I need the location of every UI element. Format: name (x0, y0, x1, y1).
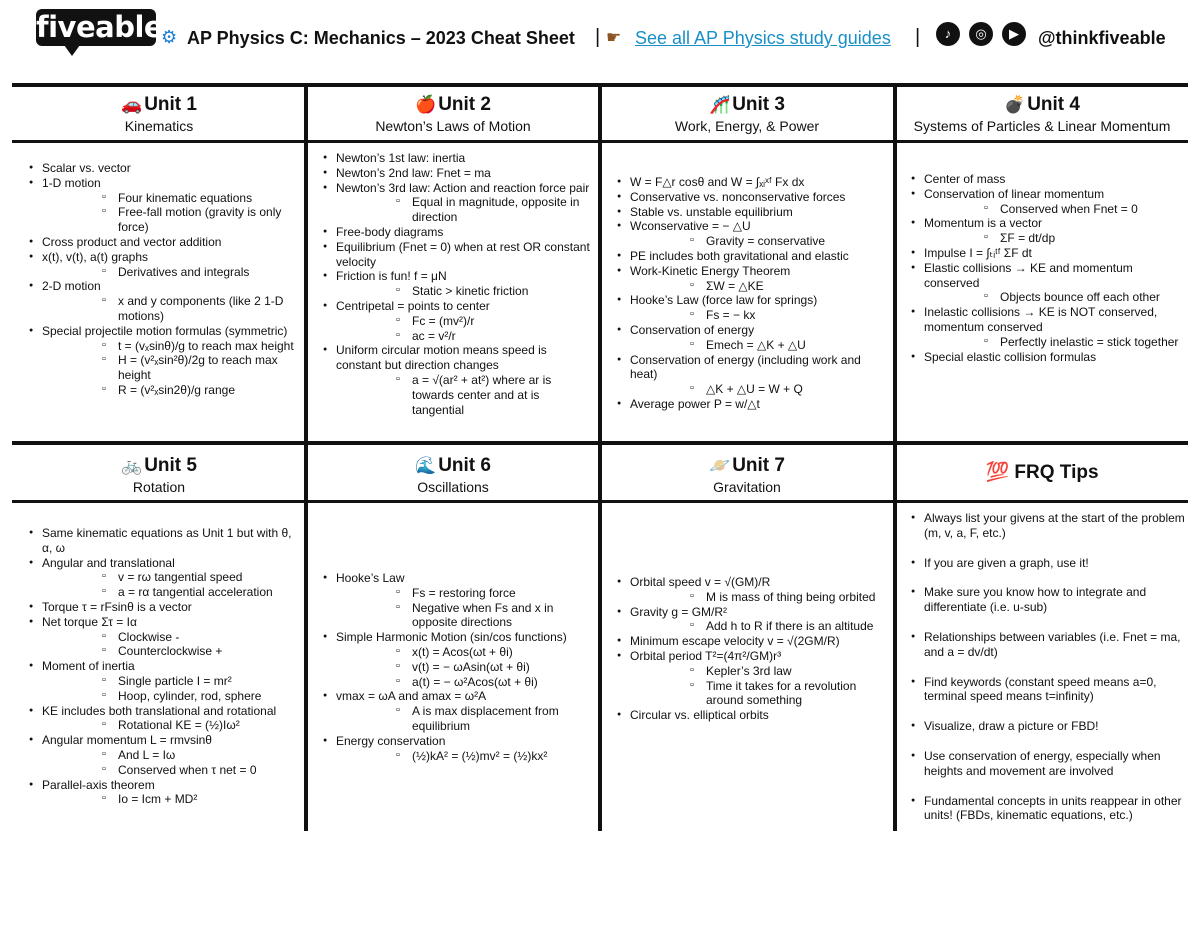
sub-bullet-item: ▫ Single particle I = mr² (28, 674, 298, 689)
unit-1-content (28, 161, 294, 398)
bullet-item: ● Newton’s 3rd law: Action and reaction force pair (322, 181, 590, 196)
sub-bullet-item: ▫ Time it takes for a revolution around something (616, 679, 884, 709)
bullet-item: ● Center of mass (910, 172, 1180, 187)
frq-tip-item: ● Use conservation of energy, especially when heights and movement are involved (910, 749, 1186, 779)
bullet-item: ● Newton’s 1st law: inertia (322, 151, 590, 166)
bullet-item: ● Conservation of energy (including work and heat) (616, 353, 884, 383)
apple-icon: 🍎 (415, 95, 437, 114)
bullet-item: ● Circular vs. elliptical orbits (616, 708, 884, 723)
bullet-item: ● Hooke’s Law (force law for springs) (616, 293, 884, 308)
bullet-item: ● Elastic collisions → KE and momentum conserved (910, 261, 1180, 291)
bullet-item: ● Wconservative = − △U (616, 219, 884, 234)
bullet-item: ● PE includes both gravitational and elastic (616, 249, 884, 264)
frq-tip-item: ● If you are given a graph, use it! (910, 556, 1186, 571)
bullet-item: ● Newton’s 2nd law: Fnet = ma (322, 166, 590, 181)
sub-bullet-item: ▫ Negative when Fs and x in opposite directions (322, 601, 590, 631)
frq-tip-item: ● Visualize, draw a picture or FBD! (910, 719, 1186, 734)
bullet-item: ● Special elastic collision formulas (910, 350, 1180, 365)
frq-tip-item: ● Find keywords (constant speed means a=0, terminal speed means t=infinity) (910, 675, 1186, 705)
bullet-item: ● Work-Kinetic Energy Theorem (616, 264, 884, 279)
frq-tip-item: ● Make sure you know how to integrate and differentiate (i.e. u-sub) (910, 585, 1186, 615)
sub-bullet-item: ▫ Objects bounce off each other (910, 290, 1180, 305)
bullet-item: ● Free-body diagrams (322, 225, 590, 240)
bullet-item: ● Conservative vs. nonconservative forces (616, 190, 884, 205)
youtube-icon[interactable]: ▶ (1002, 22, 1026, 46)
bullet-item: ● vmax = ωA and amax = ω²A (322, 689, 590, 704)
frq-tips-content (910, 511, 1186, 823)
bullet-item: ● Conservation of energy (616, 323, 884, 338)
sub-bullet-item: ▫ Kepler’s 3rd law (616, 664, 884, 679)
bullet-item: ● Gravity g = GM/R² (616, 605, 884, 620)
unit-6-content (322, 571, 590, 763)
unit-5-subtitle: Rotation (132, 479, 186, 495)
frq-tips-header (897, 461, 1187, 485)
unit-5-title: Unit 5 (144, 455, 197, 476)
sub-bullet-item: ▫ Hoop, cylinder, rod, sphere (28, 689, 298, 704)
bullet-item: ● Torque τ = rFsinθ is a vector (28, 600, 298, 615)
bullet-item: ● Hooke’s Law (322, 571, 590, 586)
bullet-item: ● Scalar vs. vector (28, 161, 294, 176)
unit-6-header (308, 454, 598, 496)
unit-3-header (602, 93, 892, 135)
roller-coaster-icon: 🎢 (709, 95, 731, 114)
header-separator-2: | (915, 26, 921, 48)
bullet-item: ● Friction is fun! f = μN (322, 269, 590, 284)
sub-bullet-item: ▫ v(t) = − ωAsin(ωt + θi) (322, 660, 590, 675)
unit-7-subtitle: Gravitation (713, 479, 781, 495)
bullet-item: ● Angular momentum L = rmvsinθ (28, 733, 298, 748)
bullet-item: ● Parallel-axis theorem (28, 778, 298, 793)
bullet-item: ● 2-D motion (28, 279, 294, 294)
bullet-item: ● W = F△r cosθ and W = ∫ₓᵢˣᶠ Fx dx (616, 175, 884, 190)
frq-tips-title: FRQ Tips (1014, 462, 1099, 483)
bullet-item: ● Centripetal = points to center (322, 299, 590, 314)
planet-icon: 🪐 (709, 456, 731, 475)
bullet-item: ● Average power P = w/△t (616, 397, 884, 412)
sub-bullet-item: ▫ Conserved when Fnet = 0 (910, 202, 1180, 217)
bullet-item: ● Special projectile motion formulas (symmetric) (28, 324, 294, 339)
unit-6-title: Unit 6 (438, 455, 491, 476)
instagram-icon[interactable]: ◎ (969, 22, 993, 46)
study-guides-link[interactable]: See all AP Physics study guides (635, 28, 891, 48)
fiveable-logo[interactable]: fiveable (36, 10, 164, 44)
wave-icon: 🌊 (415, 456, 437, 475)
sub-bullet-item: ▫ Derivatives and integrals (28, 265, 294, 280)
bullet-item: ● Minimum escape velocity v = √(2GM/R) (616, 634, 884, 649)
sub-bullet-item: ▫ x and y components (like 2 1-D motions) (28, 294, 294, 324)
sub-bullet-item: ▫ ac = v²/r (322, 329, 590, 344)
unit-1-subtitle: Kinematics (124, 118, 194, 134)
sub-bullet-item: ▫ Free-fall motion (gravity is only force) (28, 205, 294, 235)
sub-bullet-item: ▫ Rotational KE = (½)Iω² (28, 718, 298, 733)
unit-4-subtitle: Systems of Particles & Linear Momentum (913, 118, 1171, 134)
bullet-item: ● Orbital speed v = √(GM)/R (616, 575, 884, 590)
sub-bullet-item: ▫ Add h to R if there is an altitude (616, 619, 884, 634)
bullet-item: ● x(t), v(t), a(t) graphs (28, 250, 294, 265)
grid-column-divider-3 (893, 83, 897, 831)
bicycle-icon: 🚲 (121, 456, 143, 475)
unit-7-content (616, 575, 884, 723)
frq-tip-item: ● Always list your givens at the start of the problem (m, v, a, F, etc.) (910, 511, 1186, 541)
unit-4-title: Unit 4 (1027, 94, 1080, 115)
bullet-item: ● Stable vs. unstable equilibrium (616, 205, 884, 220)
bullet-item: ● Simple Harmonic Motion (sin/cos functions) (322, 630, 590, 645)
sub-bullet-item: ▫ Gravity = conservative (616, 234, 884, 249)
sub-bullet-item: ▫ t = (vₓsinθ)/g to reach max height (28, 339, 294, 354)
sub-bullet-item: ▫ R = (v²ₓsin2θ)/g range (28, 383, 294, 398)
sub-bullet-item: ▫ M is mass of thing being orbited (616, 590, 884, 605)
pointing-hand-icon: ☛ (606, 28, 622, 47)
sub-bullet-item: ▫ Emech = △K + △U (616, 338, 884, 353)
sub-bullet-item: ▫ a = √(ar² + at²) where ar is towards center and at is tangential (322, 373, 590, 417)
sub-bullet-item: ▫ ΣW = △KE (616, 279, 884, 294)
unit-1-header (14, 93, 304, 135)
hundred-points-icon: 💯 (985, 462, 1010, 483)
unit-2-subtitle: Newton’s Laws of Motion (375, 118, 531, 134)
bullet-item: ● Momentum is a vector (910, 216, 1180, 231)
frq-tip-item: ● Relationships between variables (i.e. Fnet = ma, and a = dv/dt) (910, 630, 1186, 660)
sub-bullet-item: ▫ Equal in magnitude, opposite in direction (322, 195, 590, 225)
unit-1-title: Unit 1 (144, 94, 197, 115)
sub-bullet-item: ▫ △K + △U = W + Q (616, 382, 884, 397)
bullet-item: ● Cross product and vector addition (28, 235, 294, 250)
bomb-icon: 💣 (1004, 95, 1026, 114)
tiktok-icon[interactable]: ♪ (936, 22, 960, 46)
unit-5-content (28, 526, 298, 807)
page-title: AP Physics C: Mechanics – 2023 Cheat Sheet (187, 28, 575, 48)
sub-bullet-item: ▫ Counterclockwise + (28, 644, 298, 659)
bullet-item: ● Uniform circular motion means speed is constant but direction changes (322, 343, 590, 373)
sub-bullet-item: ▫ A is max displacement from equilibrium (322, 704, 590, 734)
sub-bullet-item: ▫ x(t) = Acos(ωt + θi) (322, 645, 590, 660)
bullet-item: ● Conservation of linear momentum (910, 187, 1180, 202)
sub-bullet-item: ▫ Fs = restoring force (322, 586, 590, 601)
sub-bullet-item: ▫ H = (v²ₓsin²θ)/2g to reach max height (28, 353, 294, 383)
sub-bullet-item: ▫ Conserved when τ net = 0 (28, 763, 298, 778)
unit-2-header (308, 93, 598, 135)
sub-bullet-item: ▫ (½)kA² = (½)mv² = (½)kx² (322, 749, 590, 764)
unit-3-title: Unit 3 (732, 94, 785, 115)
sub-bullet-item: ▫ Fs = − kx (616, 308, 884, 323)
header-separator: | (595, 26, 601, 48)
bullet-item: ● Angular and translational (28, 556, 298, 571)
bullet-item: ● Net torque Στ = Iα (28, 615, 298, 630)
unit-4-content (910, 172, 1180, 364)
sub-bullet-item: ▫ Io = Icm + MD² (28, 792, 298, 807)
gear-icon: ⚙ (161, 27, 178, 47)
sub-bullet-item: ▫ Clockwise - (28, 630, 298, 645)
unit-4-header (897, 93, 1187, 135)
sub-bullet-item: ▫ Fc = (mv²)/r (322, 314, 590, 329)
sub-bullet-item: ▫ And L = Iω (28, 748, 298, 763)
unit-2-content (322, 151, 590, 417)
unit-7-title: Unit 7 (732, 455, 785, 476)
bullet-item: ● Orbital period T²=(4π²/GM)r³ (616, 649, 884, 664)
sub-bullet-item: ▫ a(t) = − ω²Acos(ωt + θi) (322, 675, 590, 690)
sub-bullet-item: ▫ a = rα tangential acceleration (28, 585, 298, 600)
unit-6-subtitle: Oscillations (417, 479, 489, 495)
bullet-item: ● KE includes both translational and rotational (28, 704, 298, 719)
bullet-item: ● Impulse I = ∫ₜᵢᵗᶠ ΣF dt (910, 246, 1180, 261)
car-icon: 🚗 (121, 95, 143, 114)
unit-3-content (616, 175, 884, 412)
sub-bullet-item: ▫ ΣF = dt/dp (910, 231, 1180, 246)
bullet-item: ● 1-D motion (28, 176, 294, 191)
sub-bullet-item: ▫ v = rω tangential speed (28, 570, 298, 585)
frq-tip-item: ● Fundamental concepts in units reappear in other units! (FBDs, kinematic equations, etc.) (910, 794, 1186, 824)
bullet-item: ● Energy conservation (322, 734, 590, 749)
unit-5-header (14, 454, 304, 496)
social-handle[interactable]: @thinkfiveable (1038, 28, 1166, 48)
unit-2-title: Unit 2 (438, 94, 491, 115)
sub-bullet-item: ▫ Static > kinetic friction (322, 284, 590, 299)
bullet-item: ● Moment of inertia (28, 659, 298, 674)
bullet-item: ● Inelastic collisions → KE is NOT conserved, momentum conserved (910, 305, 1180, 335)
sub-bullet-item: ▫ Four kinematic equations (28, 191, 294, 206)
unit-7-header (602, 454, 892, 496)
page-header (0, 0, 1200, 80)
unit-3-subtitle: Work, Energy, & Power (674, 118, 820, 134)
sub-bullet-item: ▫ Perfectly inelastic = stick together (910, 335, 1180, 350)
bullet-item: ● Same kinematic equations as Unit 1 but with θ, α, ω (28, 526, 298, 556)
bullet-item: ● Equilibrium (Fnet = 0) when at rest OR constant velocity (322, 240, 590, 270)
